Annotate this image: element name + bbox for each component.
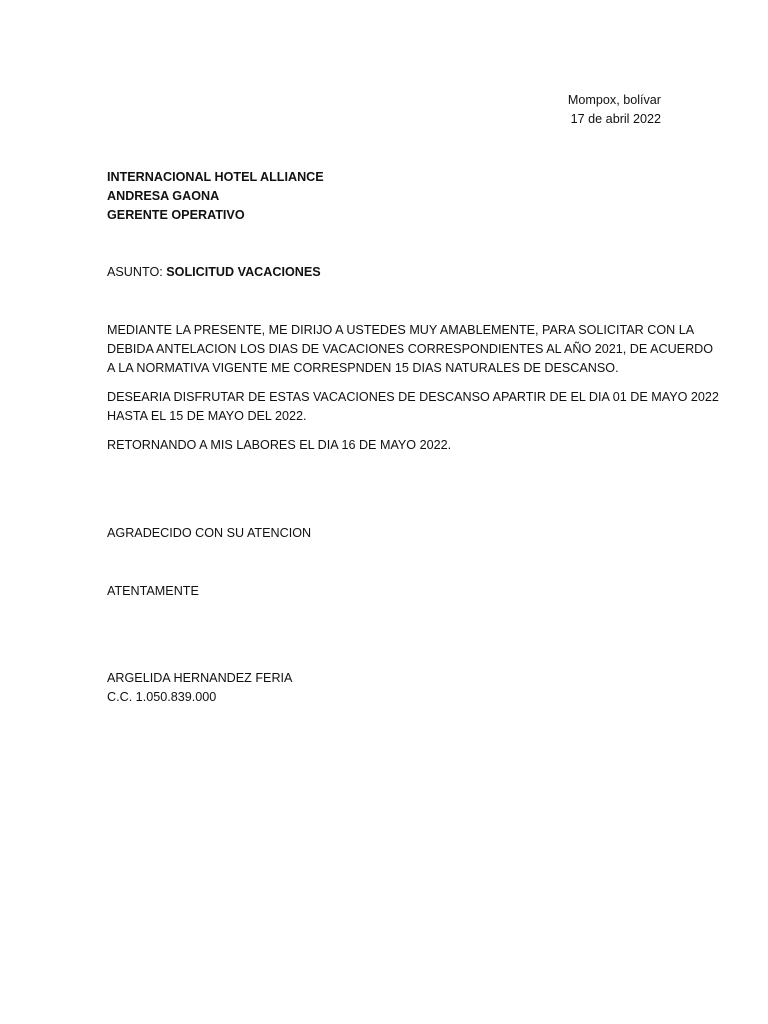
recipient-role: GERENTE OPERATIVO — [107, 208, 245, 222]
letter-date: 17 de abril 2022 — [570, 112, 661, 126]
body-paragraph-1-line-2: DEBIDA ANTELACION LOS DIAS DE VACACIONES CORRESPONDIENTES AL AÑO 2021, DE ACUERDO — [107, 342, 714, 356]
body-paragraph-1-line-1: MEDIANTE LA PRESENTE, ME DIRIJO A USTEDES MUY AMABLEMENTE, PARA SOLICITAR CON LA — [107, 323, 695, 337]
body-paragraph-1-line-3: A LA NORMATIVA VIGENTE ME CORRESPNDEN 15 DIAS NATURALES DE DESCANSO. — [107, 361, 619, 375]
body-paragraph-3: RETORNANDO A MIS LABORES EL DIA 16 DE MAYO 2022. — [107, 438, 452, 452]
signature-id: C.C. 1.050.839.000 — [107, 690, 217, 704]
recipient-company: INTERNACIONAL HOTEL ALLIANCE — [107, 170, 324, 184]
closing-thanks: AGRADECIDO CON SU ATENCION — [107, 526, 312, 540]
body-paragraph-2-line-1: DESEARIA DISFRUTAR DE ESTAS VACACIONES DE DESCANSO APARTIR DE EL DIA 01 DE MAYO 2022 — [107, 390, 719, 404]
body-paragraph-2-line-2: HASTA EL 15 DE MAYO DEL 2022. — [107, 409, 307, 423]
subject-label: ASUNTO: — [107, 265, 163, 279]
signature-name: ARGELIDA HERNANDEZ FERIA — [107, 671, 293, 685]
subject-text: SOLICITUD VACACIONES — [166, 265, 321, 279]
recipient-name: ANDRESA GAONA — [107, 189, 220, 203]
subject-line — [107, 263, 321, 282]
closing-regards: ATENTAMENTE — [107, 584, 199, 598]
letter-place: Mompox, bolívar — [567, 93, 661, 107]
